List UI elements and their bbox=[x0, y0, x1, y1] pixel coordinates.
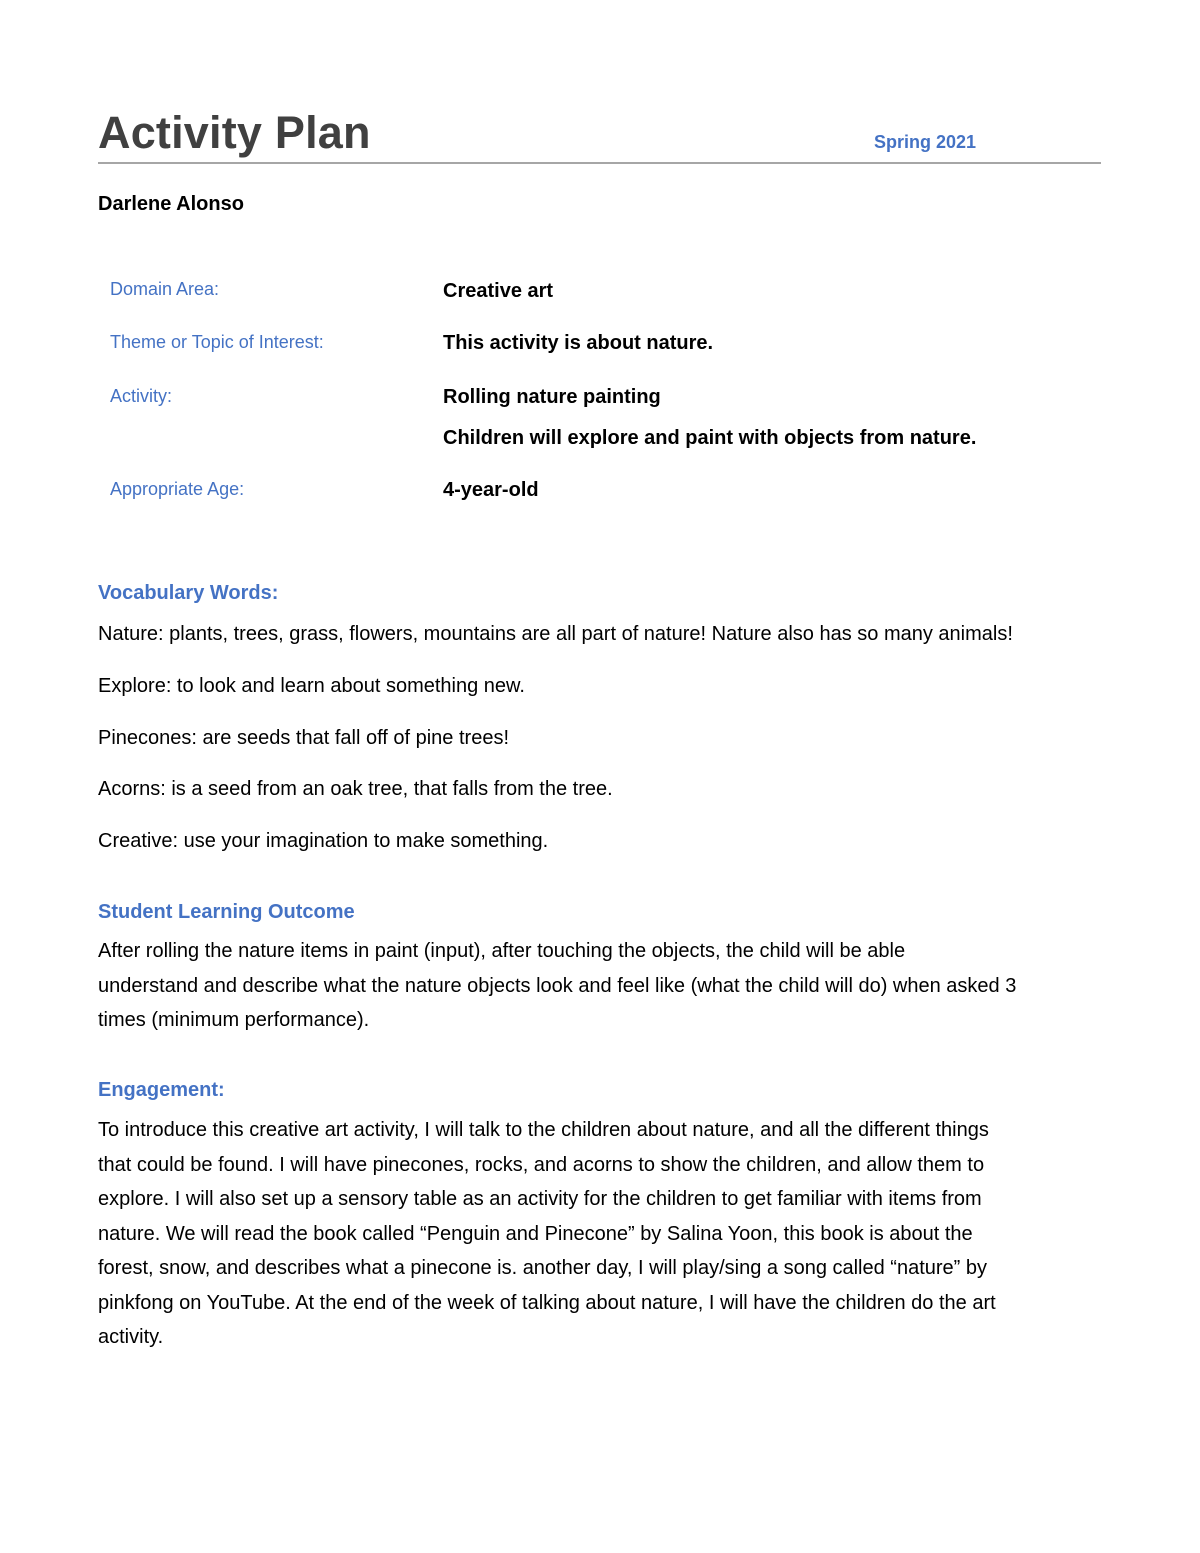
theme-label: Theme or Topic of Interest: bbox=[110, 332, 324, 352]
learning-outcome-heading: Student Learning Outcome bbox=[98, 901, 355, 923]
engagement-heading: Engagement: bbox=[98, 1079, 225, 1101]
age-label: Appropriate Age: bbox=[110, 479, 245, 499]
vocabulary-item: Explore: to look and learn about something new. bbox=[98, 675, 525, 697]
vocabulary-item: Pinecones: are seeds that fall off of pine trees! bbox=[98, 727, 509, 749]
paragraph-line: times (minimum performance). bbox=[98, 1009, 370, 1031]
paragraph-line: pinkfong on YouTube. At the end of the week of talking about nature, I will have the children do the art bbox=[98, 1292, 996, 1314]
theme-value: This activity is about nature. bbox=[443, 332, 714, 354]
age-value: 4-year-old bbox=[443, 479, 539, 501]
activity-description: Children will explore and paint with objects from nature. bbox=[443, 427, 977, 449]
paragraph-line: After rolling the nature items in paint (input), after touching the objects, the child will be able bbox=[98, 940, 906, 962]
document-title: Activity Plan bbox=[98, 107, 371, 158]
vocabulary-item: Acorns: is a seed from an oak tree, that falls from the tree. bbox=[98, 778, 613, 800]
paragraph-line: nature. We will read the book called “Penguin and Pinecone” by Salina Yoon, this book is about the bbox=[98, 1223, 973, 1245]
activity-value: Rolling nature painting bbox=[443, 386, 661, 408]
activity-label: Activity: bbox=[110, 386, 173, 406]
paragraph-line: activity. bbox=[98, 1326, 164, 1348]
paragraph-line: To introduce this creative art activity, I will talk to the children about nature, and all the different things bbox=[98, 1119, 989, 1141]
domain-area-label: Domain Area: bbox=[110, 279, 220, 299]
author-name: Darlene Alonso bbox=[98, 193, 244, 215]
paragraph-line: explore. I will also set up a sensory table as an activity for the children to get familiar with items from bbox=[98, 1188, 982, 1210]
title-divider bbox=[98, 162, 1101, 164]
vocabulary-item: Creative: use your imagination to make something. bbox=[98, 830, 549, 852]
paragraph-line: understand and describe what the nature objects look and feel like (what the child will do) when asked 3 bbox=[98, 975, 1017, 997]
paragraph-line: forest, snow, and describes what a pinecone is. another day, I will play/sing a song called “nature” by bbox=[98, 1257, 988, 1279]
term-label: Spring 2021 bbox=[874, 132, 977, 152]
vocabulary-item: Nature: plants, trees, grass, flowers, mountains are all part of nature! Nature also has so many animals! bbox=[98, 623, 1013, 645]
domain-area-value: Creative art bbox=[443, 280, 554, 302]
paragraph-line: that could be found. I will have pinecones, rocks, and acorns to show the children, and allow them to bbox=[98, 1154, 985, 1176]
vocabulary-heading: Vocabulary Words: bbox=[98, 582, 279, 604]
